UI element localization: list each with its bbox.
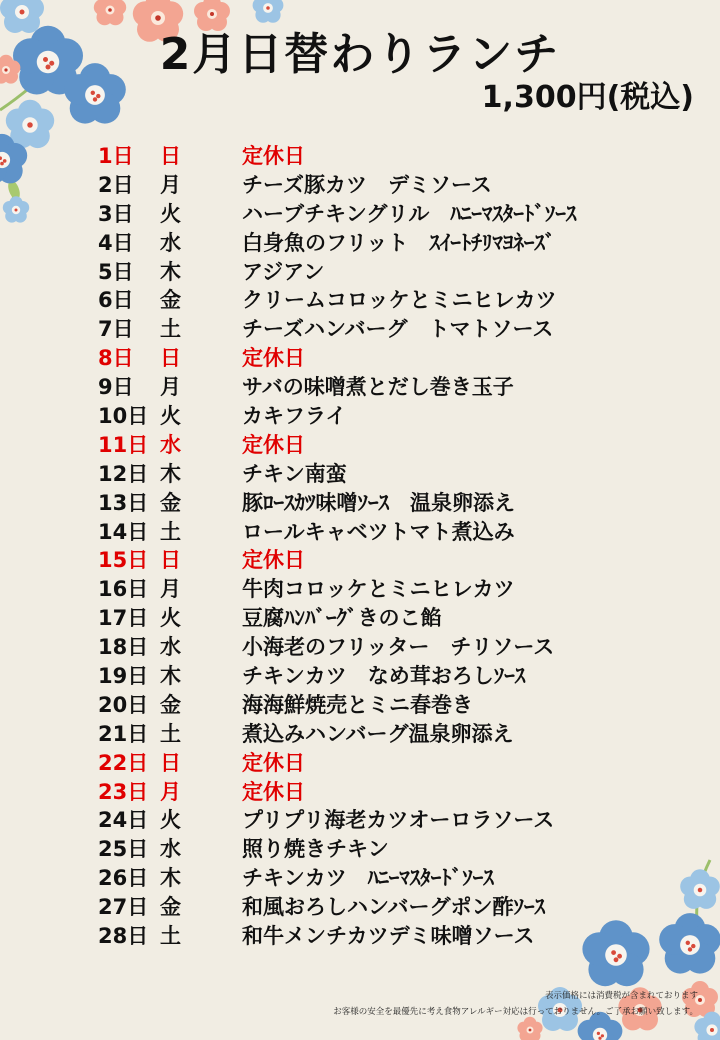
menu-day: 6日	[98, 288, 134, 313]
menu-day: 12日	[98, 461, 149, 486]
menu-dish: 小海老のフリッター チリソース	[242, 635, 555, 660]
menu-dish: 定休日	[242, 144, 305, 168]
menu-day: 22日	[98, 750, 149, 775]
menu-row	[98, 720, 698, 749]
menu-day: 23日	[98, 779, 149, 804]
menu-day: 18日	[98, 635, 149, 660]
menu-weekday: 水	[160, 837, 181, 862]
menu-row	[98, 258, 698, 287]
menu-day: 4日	[98, 230, 134, 255]
menu-row	[98, 922, 698, 951]
menu-weekday: 金	[160, 288, 181, 313]
menu-day: 8日	[98, 346, 134, 371]
menu-weekday: 金	[160, 895, 181, 920]
tax-note: 表示価格には消費税が含まれております	[544, 991, 698, 1001]
menu-day: 15日	[98, 548, 149, 573]
menu-weekday: 土	[160, 721, 181, 746]
menu-dish: 白身魚のフリット ｽｲｰﾄﾁﾘﾏﾖﾈｰｽﾞ	[242, 230, 556, 255]
menu-dish: クリームコロッケとミニヒレカツ	[242, 288, 557, 313]
menu-row	[98, 489, 698, 518]
lunch-menu-list	[98, 142, 698, 951]
page-title: 2月日替わりランチ	[159, 29, 561, 80]
menu-weekday: 土	[160, 317, 181, 342]
menu-row	[98, 460, 698, 489]
menu-day: 28日	[98, 924, 149, 949]
menu-row-closed	[98, 142, 698, 171]
menu-weekday: 土	[160, 519, 181, 544]
menu-weekday: 日	[160, 750, 181, 775]
menu-row	[98, 518, 698, 547]
menu-day: 26日	[98, 866, 149, 891]
menu-dish: チキン南蛮	[242, 461, 347, 486]
menu-dish: 豚ﾛｰｽｶﾂ味噌ｿｰｽ 温泉卵添え	[242, 490, 515, 515]
menu-weekday: 月	[160, 172, 181, 197]
menu-row	[98, 286, 698, 315]
menu-dish: サバの味噌煮とだし巻き玉子	[242, 375, 514, 400]
menu-dish: ハーブチキングリル ﾊﾆｰﾏｽﾀｰﾄﾞｿｰｽ	[242, 201, 577, 226]
menu-row	[98, 229, 698, 258]
menu-dish: 牛肉コロッケとミニヒレカツ	[242, 577, 515, 602]
lunch-price: 1,300円(税込)	[481, 80, 694, 115]
menu-weekday: 水	[160, 635, 181, 660]
menu-row-closed	[98, 778, 698, 807]
menu-weekday: 木	[160, 866, 181, 891]
menu-day: 10日	[98, 404, 149, 429]
menu-dish: 豆腐ﾊﾝﾊﾞｰｸﾞきのこ餡	[242, 606, 442, 631]
menu-dish: 照り焼きチキン	[242, 837, 389, 862]
menu-weekday: 日	[160, 346, 181, 371]
menu-weekday: 木	[160, 461, 181, 486]
menu-day: 7日	[98, 317, 134, 342]
menu-day: 21日	[98, 721, 149, 746]
menu-weekday: 日	[160, 548, 181, 573]
menu-dish: 和風おろしハンバーグポン酢ｿｰｽ	[242, 895, 546, 920]
menu-day: 5日	[98, 259, 134, 284]
menu-dish: チキンカツ ﾊﾆｰﾏｽﾀｰﾄﾞｿｰｽ	[242, 866, 494, 891]
menu-dish: 和牛メンチカツデミ味噌ソース	[242, 924, 535, 949]
menu-day: 11日	[98, 432, 149, 457]
menu-weekday: 木	[160, 259, 181, 284]
menu-row	[98, 200, 698, 229]
menu-row	[98, 806, 698, 835]
menu-dish: 定休日	[242, 346, 305, 371]
menu-weekday: 月	[160, 375, 181, 400]
menu-day: 17日	[98, 606, 149, 631]
menu-row-closed	[98, 749, 698, 778]
menu-weekday: 水	[160, 432, 181, 457]
menu-dish: 定休日	[242, 750, 305, 775]
menu-weekday: 金	[160, 490, 181, 515]
menu-day: 20日	[98, 692, 149, 717]
menu-dish: アジアン	[242, 259, 325, 284]
menu-dish: 煮込みハンバーグ温泉卵添え	[242, 721, 514, 746]
menu-row	[98, 691, 698, 720]
menu-row-closed	[98, 546, 698, 575]
menu-day: 19日	[98, 664, 149, 689]
menu-weekday: 火	[160, 808, 181, 833]
menu-day: 9日	[98, 375, 134, 400]
menu-weekday: 火	[160, 606, 181, 631]
menu-weekday: 月	[160, 779, 181, 804]
menu-day: 16日	[98, 577, 149, 602]
menu-row	[98, 315, 698, 344]
menu-row	[98, 604, 698, 633]
menu-weekday: 月	[160, 577, 181, 602]
menu-row-closed	[98, 431, 698, 460]
menu-weekday: 木	[160, 664, 181, 689]
menu-dish: チキンカツ なめ茸おろしｿｰｽ	[242, 664, 526, 689]
menu-dish: 海海鮮焼売とミニ春巻き	[242, 692, 473, 717]
menu-row	[98, 662, 698, 691]
menu-weekday: 土	[160, 924, 181, 949]
menu-row	[98, 171, 698, 200]
menu-weekday: 金	[160, 692, 181, 717]
menu-weekday: 日	[160, 144, 181, 168]
menu-dish: チーズハンバーグ トマトソース	[242, 317, 554, 342]
menu-day: 25日	[98, 837, 149, 862]
menu-day: 24日	[98, 808, 149, 833]
menu-day: 13日	[98, 490, 149, 515]
menu-dish: 定休日	[242, 548, 305, 573]
menu-weekday: 火	[160, 201, 181, 226]
menu-dish: 定休日	[242, 779, 305, 804]
menu-row	[98, 402, 698, 431]
menu-row	[98, 893, 698, 922]
menu-dish: ロールキャベツトマト煮込み	[242, 519, 515, 544]
menu-day: 14日	[98, 519, 149, 544]
menu-day: 2日	[98, 172, 134, 197]
menu-dish: プリプリ海老カツオーロラソース	[242, 808, 555, 833]
menu-weekday: 水	[160, 230, 181, 255]
menu-dish: チーズ豚カツ デミソース	[242, 172, 492, 197]
menu-row	[98, 373, 698, 402]
footer-notes	[333, 988, 698, 1020]
menu-row	[98, 864, 698, 893]
menu-row	[98, 575, 698, 604]
menu-day: 3日	[98, 201, 134, 226]
menu-day: 27日	[98, 895, 149, 920]
allergy-note: お客様の安全を最優先に考え食物アレルギー対応は行っておりません。ご了承お願い致します。	[333, 1007, 698, 1017]
menu-dish: 定休日	[242, 432, 305, 457]
menu-dish: カキフライ	[242, 404, 347, 429]
menu-day: 1日	[98, 144, 134, 168]
menu-weekday: 火	[160, 404, 181, 429]
menu-row-closed	[98, 344, 698, 373]
menu-row	[98, 835, 698, 864]
menu-row	[98, 633, 698, 662]
